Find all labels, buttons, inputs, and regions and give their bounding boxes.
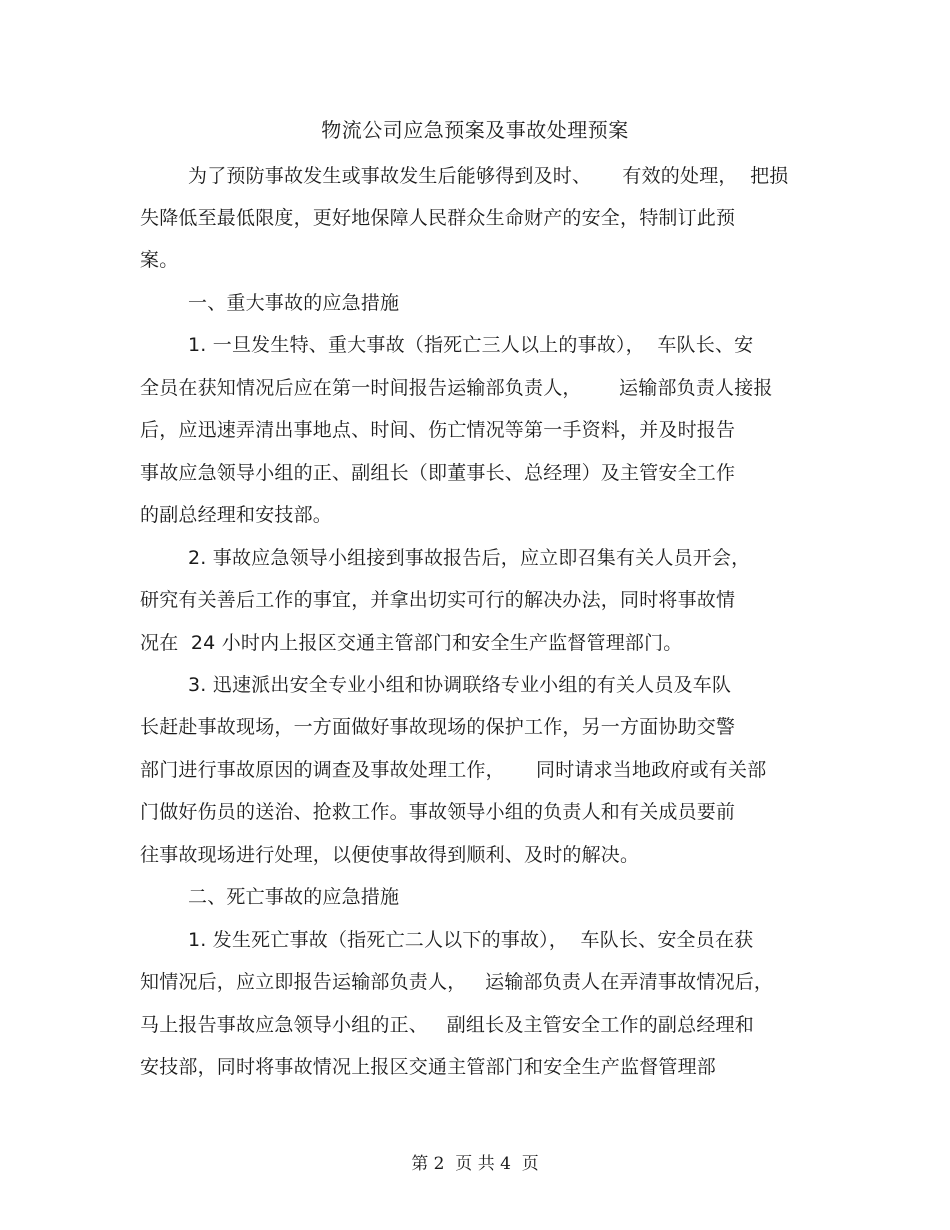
body-line: 知情况后，应立即报告运输部负责人， 运输部负责人在弄清事故情况后， <box>140 971 774 993</box>
body-line: 为了预防事故发生或事故发生后能够得到及时、 有效的处理， 把损 <box>188 165 789 187</box>
page-number-footer: 第 2 页 共 4 页 <box>411 1154 539 1174</box>
body-line: 长赶赴事故现场，一方面做好事故现场的保护工作，另一方面协助交警 <box>140 716 736 738</box>
body-line: 1. 发生死亡事故（指死亡二人以下的事故）， 车队长、安全员在获 <box>188 929 754 951</box>
body-line: 门做好伤员的送治、抢救工作。事故领导小组的负责人和有关成员要前 <box>140 801 736 823</box>
body-line: 往事故现场进行处理，以便使事故得到顺利、及时的解决。 <box>140 844 640 866</box>
body-line: 的副总经理和安技部。 <box>140 504 333 526</box>
body-line: 安技部，同时将事故情况上报区交通主管部门和安全生产监督管理部 <box>140 1056 717 1078</box>
body-line: 失降低至最低限度，更好地保障人民群众生命财产的安全，特制订此预 <box>140 207 736 229</box>
body-line: 事故应急领导小组的正、副组长（即董事长、总经理）及主管安全工作 <box>140 462 736 484</box>
body-line: 1. 一旦发生特、重大事故（指死亡三人以上的事故）， 车队长、安 <box>188 334 754 356</box>
body-line: 2. 事故应急领导小组接到事故报告后，应立即召集有关人员开会， <box>188 547 751 569</box>
body-line: 部门进行事故原因的调查及事故处理工作， 同时请求当地政府或有关部 <box>140 759 767 781</box>
body-line: 后，应迅速弄清出事地点、时间、伤亡情况等第一手资料，并及时报告 <box>140 419 736 441</box>
section-heading: 二、死亡事故的应急措施 <box>188 886 400 908</box>
body-line: 全员在获知情况后应在第一时间报告运输部负责人， 运输部负责人接报 <box>140 377 773 399</box>
body-line: 马上报告事故应急领导小组的正、 副组长及主管安全工作的副总经理和 <box>140 1014 754 1036</box>
body-line: 3. 迅速派出安全专业小组和协调联络专业小组的有关人员及车队 <box>188 674 732 696</box>
document-title: 物流公司应急预案及事故处理预案 <box>321 118 629 142</box>
body-line: 研究有关善后工作的事宜，并拿出切实可行的解决办法，同时将事故情 <box>140 589 736 611</box>
body-line: 况在 24 小时内上报区交通主管部门和安全生产监督管理部门。 <box>140 632 683 654</box>
section-heading: 一、重大事故的应急措施 <box>188 292 400 314</box>
body-line: 案。 <box>140 249 179 271</box>
